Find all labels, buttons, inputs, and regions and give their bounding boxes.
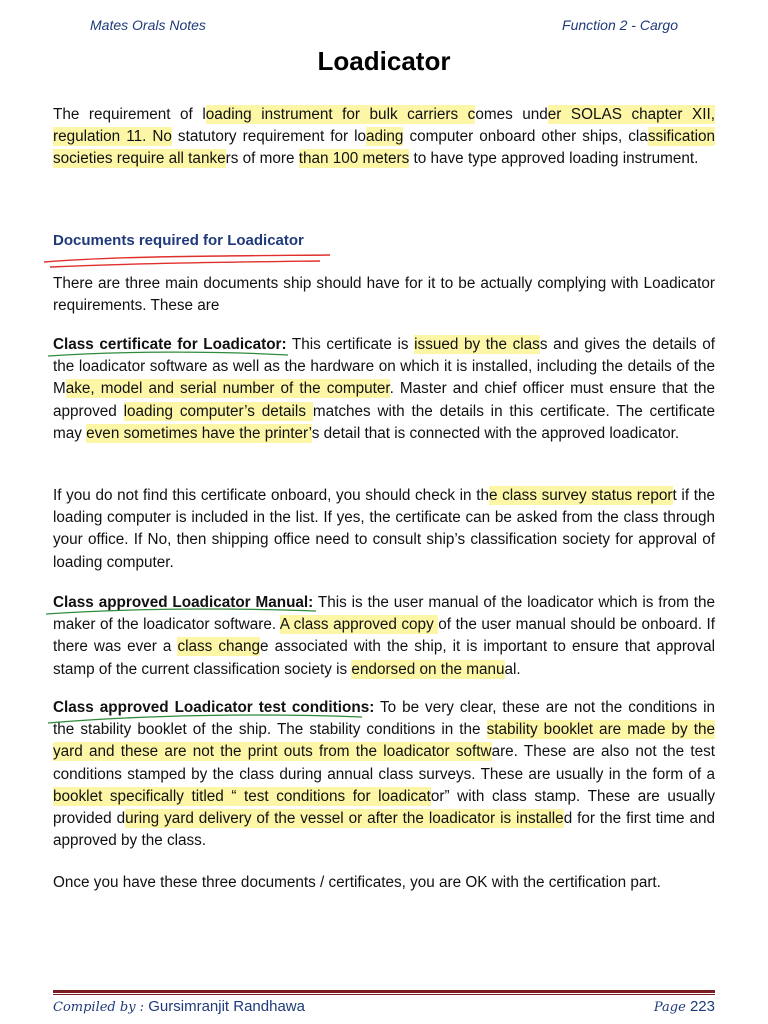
manual-section: [53, 592, 715, 681]
footer-rule: [53, 990, 715, 993]
closing-section: [53, 872, 715, 894]
header-right: Function 2 - Cargo: [562, 17, 678, 33]
page-number: [654, 998, 715, 1015]
test-conditions-paragraph: Class approved Loadicator test conditions: To be very clear, these are not the conditions in the stability booklet of the ship. The stability conditions in the stability booklet are made by the yard and these are not the print outs from the loadicator software. These are also not the test conditions stamped by the class during annual class surveys. These are usually in the form of a booklet specifically titled “ test conditions for loadicator” with class stamp. These are usually provided during yard delivery of the vessel or after the loadicator is installed for the first time and approved by the class.: [53, 699, 716, 850]
documents-intro-section: [53, 273, 715, 317]
class-certificate-paragraph: Class certificate for Loadicator: This certificate is issued by the class and gives the details of the loadicator software as well as the hardware on which it is installed, including the details of the Make, model and serial number of the computer. Master and chief officer must ensure that the approved loading computer’s details matches with the details in this certificate. The certificate may even sometimes have the printer’s detail that is connected with the approved loadicator.: [53, 336, 716, 442]
page-label: Page: [653, 1000, 686, 1015]
manual-label: Class approved Loadicator Manual:: [53, 594, 314, 611]
compiled-by-label: Compiled by :: [53, 1000, 145, 1015]
documents-intro: There are three main documents ship should have for it to be actually complying with Loadicator requirements. These are: [53, 275, 715, 315]
footer-credit: [53, 998, 305, 1015]
header-left: Mates Orals Notes: [90, 17, 206, 33]
footer-rule-thin: [53, 994, 715, 995]
red-underline-annotation: [40, 250, 340, 272]
intro-paragraph: The requirement of loading instrument for bulk carriers comes under SOLAS chapter XII, regulation 11. No statutory requirement for loading computer onboard other ships, classification societies require all tankers of more than 100 meters to have type approved loading instrument.: [53, 106, 715, 168]
test-conditions-section: [53, 697, 715, 852]
documents-heading: Documents required for Loadicator: [53, 232, 304, 249]
page-title: Loadicator: [317, 46, 451, 76]
page-number-value: 223: [689, 998, 715, 1015]
test-conditions-label: Class approved Loadicator test conditions:: [53, 699, 375, 716]
intro-section: [53, 104, 715, 171]
manual-paragraph: Class approved Loadicator Manual: This is the user manual of the loadicator which is from the maker of the loadicator software. A class approved copy of the user manual should be onboard. If there was ever a class change associated with the ship, it is important to ensure that approval stamp of the current classification society is endorsed on the manual.: [53, 594, 715, 678]
class-certificate-section: [53, 334, 715, 445]
class-certificate-label: Class certificate for Loadicator:: [53, 336, 287, 353]
closing-paragraph: Once you have these three documents / certificates, you are OK with the certification part.: [53, 874, 661, 891]
not-found-section: [53, 485, 715, 574]
not-found-paragraph: If you do not find this certificate onboard, you should check in the class survey status report if the loading computer is included in the list. If yes, the certificate can be asked from the class through your office. If No, then shipping office need to consult ship’s classification society for approval of loading computer.: [53, 487, 716, 571]
author-name: Gursimranjit Randhawa: [148, 998, 305, 1015]
